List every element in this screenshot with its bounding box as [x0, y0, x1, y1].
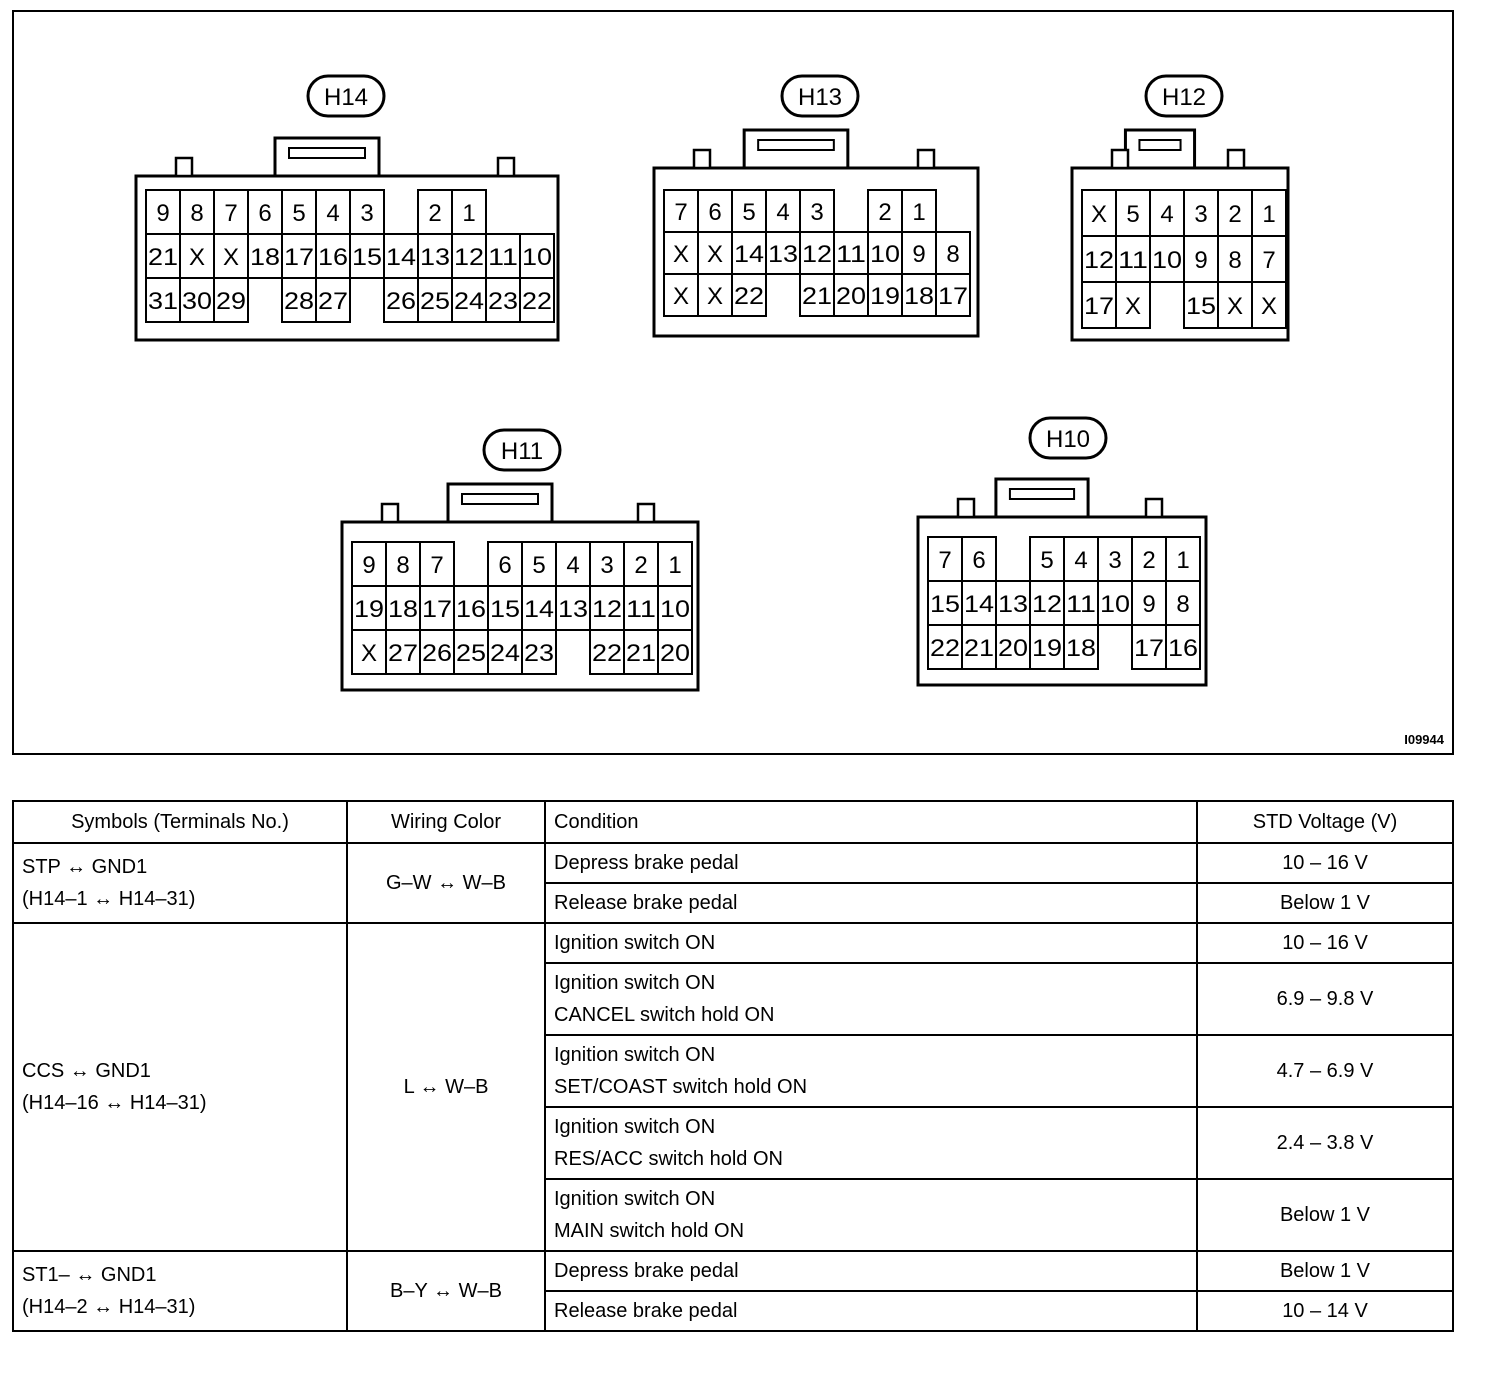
pin-number: 4 — [1074, 547, 1088, 574]
condition-cell — [545, 883, 1197, 923]
pin-number: 7 — [224, 200, 238, 227]
connector-h11 — [342, 430, 698, 690]
pin-number: 5 — [292, 200, 306, 227]
pin-number: X — [1090, 201, 1108, 228]
pin-number: 11 — [1118, 247, 1148, 274]
pin-number: 20 — [660, 640, 690, 667]
symbol-name: ST1– ↔ GND1 — [22, 1264, 157, 1286]
pin-number: 13 — [998, 591, 1028, 618]
pin-number: 26 — [422, 640, 452, 667]
condition-line: RES/ACC switch hold ON — [554, 1148, 783, 1170]
pin-number: X — [672, 241, 690, 268]
pin-number: 7 — [674, 199, 688, 226]
condition-line: Ignition switch ON — [554, 1116, 716, 1138]
pin-number: 7 — [430, 552, 444, 579]
pin-number: 5 — [742, 199, 756, 226]
connector-h10 — [918, 418, 1206, 685]
connector-tab — [176, 158, 192, 176]
pin-number: 5 — [1040, 547, 1054, 574]
wiring-color-cell: B–Y ↔ W–B — [347, 1251, 545, 1331]
pin-number: 23 — [488, 288, 518, 315]
wiring-color-cell: L ↔ W–B — [347, 923, 545, 1251]
pin-number: 12 — [1032, 591, 1062, 618]
latch-slot — [1139, 140, 1180, 150]
connector-label: H11 — [500, 438, 544, 465]
pin-number: 14 — [524, 596, 554, 623]
symbol-cell — [13, 923, 347, 1251]
table-row — [13, 923, 1453, 963]
connector-h13 — [654, 76, 978, 336]
pin-number: 11 — [626, 596, 656, 623]
symbol-terminals: (H14–16 ↔ H14–31) — [22, 1092, 207, 1114]
symbol-terminals: (H14–2 ↔ H14–31) — [22, 1296, 196, 1318]
connector-tab — [1228, 150, 1244, 168]
pin-number: 8 — [190, 200, 204, 227]
pin-number: 16 — [456, 596, 486, 623]
pin-number: X — [222, 244, 240, 271]
connector-h12 — [1072, 76, 1288, 340]
pin-number: 4 — [566, 552, 580, 579]
header-condition: Condition — [545, 801, 1197, 843]
pin-number: 22 — [592, 640, 622, 667]
pin-number: 21 — [802, 283, 832, 310]
pin-number: 21 — [148, 244, 178, 271]
pin-number: X — [1124, 293, 1142, 320]
pin-number: 3 — [1108, 547, 1122, 574]
pin-number: 22 — [734, 283, 764, 310]
pin-number: X — [360, 640, 378, 667]
pin-number: 1 — [462, 200, 476, 227]
pin-number: 21 — [964, 635, 994, 662]
pin-number: 19 — [1032, 635, 1062, 662]
condition-line: Depress brake pedal — [554, 1260, 739, 1282]
voltage-cell: 10 – 16 V — [1197, 923, 1453, 963]
connector-diagram-svg — [14, 12, 1454, 755]
pin-number: 1 — [1176, 547, 1190, 574]
header-std-voltage: STD Voltage (V) — [1197, 801, 1453, 843]
header-wiring-color: Wiring Color — [347, 801, 545, 843]
pin-number: 6 — [972, 547, 986, 574]
pin-number: 5 — [532, 552, 546, 579]
pin-number: 30 — [182, 288, 212, 315]
pin-number: 19 — [354, 596, 384, 623]
pin-number: 18 — [250, 244, 280, 271]
connector-tab — [694, 150, 710, 168]
voltage-cell: 4.7 – 6.9 V — [1197, 1035, 1453, 1107]
symbol-terminals: (H14–1 ↔ H14–31) — [22, 888, 196, 910]
pin-number: X — [1226, 293, 1244, 320]
pin-number: 6 — [498, 552, 512, 579]
pin-number: 10 — [660, 596, 690, 623]
pin-number: 3 — [810, 199, 824, 226]
wiring-color-cell: G–W ↔ W–B — [347, 843, 545, 923]
pin-number: 9 — [362, 552, 376, 579]
pin-number: 8 — [1228, 247, 1242, 274]
pin-number: 17 — [284, 244, 314, 271]
pin-number: 11 — [1066, 591, 1096, 618]
pin-number: 20 — [836, 283, 866, 310]
pin-number: 17 — [938, 283, 968, 310]
symbol-cell — [13, 1251, 347, 1331]
voltage-cell: 10 – 14 V — [1197, 1291, 1453, 1331]
latch-slot — [758, 140, 834, 150]
pin-number: 28 — [284, 288, 314, 315]
pin-number: 9 — [1194, 247, 1208, 274]
condition-cell — [545, 1107, 1197, 1179]
latch-slot — [462, 494, 538, 504]
table-header-row — [13, 801, 1453, 843]
pin-number: 12 — [454, 244, 484, 271]
pin-number: 1 — [1262, 201, 1276, 228]
pin-number: 16 — [318, 244, 348, 271]
pin-number: 3 — [1194, 201, 1208, 228]
connector-label: H12 — [1161, 84, 1207, 111]
voltage-cell: 6.9 – 9.8 V — [1197, 963, 1453, 1035]
pin-number: 10 — [870, 241, 900, 268]
condition-line: MAIN switch hold ON — [554, 1220, 745, 1242]
condition-cell — [545, 843, 1197, 883]
pin-number: 19 — [870, 283, 900, 310]
pin-number: 2 — [1142, 547, 1156, 574]
pin-number: X — [188, 244, 206, 271]
connector-diagram — [12, 10, 1454, 755]
condition-cell — [545, 1035, 1197, 1107]
pin-number: 27 — [388, 640, 418, 667]
connector-tab — [382, 504, 398, 522]
pin-number: 11 — [488, 244, 518, 271]
pin-number: 24 — [490, 640, 520, 667]
pin-number: 13 — [768, 241, 798, 268]
pin-number: 10 — [522, 244, 552, 271]
connector-label: H13 — [797, 84, 843, 111]
connector-h14 — [136, 76, 558, 340]
pin-number: 16 — [1168, 635, 1198, 662]
voltage-cell: Below 1 V — [1197, 883, 1453, 923]
voltage-spec-table — [12, 800, 1454, 1332]
pin-number: 17 — [1084, 293, 1114, 320]
connector-tab — [918, 150, 934, 168]
pin-number: 3 — [360, 200, 374, 227]
pin-number: 9 — [1142, 591, 1156, 618]
pin-number: X — [1260, 293, 1278, 320]
pin-number: 22 — [522, 288, 552, 315]
pin-number: 22 — [930, 635, 960, 662]
condition-cell — [545, 1291, 1197, 1331]
condition-line: Release brake pedal — [554, 892, 738, 914]
pin-number: 1 — [668, 552, 682, 579]
pin-number: 15 — [930, 591, 960, 618]
pin-number: 13 — [558, 596, 588, 623]
pin-number: 25 — [420, 288, 450, 315]
pin-number: 9 — [912, 241, 926, 268]
connector-tab — [1146, 499, 1162, 517]
pin-number: 6 — [708, 199, 722, 226]
pin-number: 4 — [326, 200, 340, 227]
connector-tab — [498, 158, 514, 176]
pin-number: 12 — [592, 596, 622, 623]
condition-line: Ignition switch ON — [554, 972, 716, 994]
table-body — [13, 843, 1453, 1331]
pin-number: 5 — [1126, 201, 1140, 228]
connector-tab — [958, 499, 974, 517]
pin-number: 17 — [422, 596, 452, 623]
pin-number: 20 — [998, 635, 1028, 662]
pin-number: 8 — [396, 552, 410, 579]
pin-number: 3 — [600, 552, 614, 579]
voltage-cell: Below 1 V — [1197, 1251, 1453, 1291]
condition-cell — [545, 963, 1197, 1035]
pin-number: X — [672, 283, 690, 310]
condition-line: Release brake pedal — [554, 1300, 738, 1322]
pin-number: 15 — [1186, 293, 1216, 320]
pin-number: 18 — [388, 596, 418, 623]
pin-number: 15 — [490, 596, 520, 623]
pin-number: 8 — [1176, 591, 1190, 618]
connector-tab — [1112, 150, 1128, 168]
symbol-name: STP ↔ GND1 — [22, 856, 148, 878]
condition-line: Depress brake pedal — [554, 852, 739, 874]
latch-slot — [1010, 489, 1074, 499]
pin-number: 2 — [878, 199, 892, 226]
pin-number: 18 — [904, 283, 934, 310]
condition-cell — [545, 1179, 1197, 1251]
pin-number: 1 — [912, 199, 926, 226]
voltage-cell: Below 1 V — [1197, 1179, 1453, 1251]
header-symbols: Symbols (Terminals No.) — [13, 801, 347, 843]
symbol-name: CCS ↔ GND1 — [22, 1060, 151, 1082]
pin-number: 18 — [1066, 635, 1096, 662]
connector-tab — [638, 504, 654, 522]
pin-number: 12 — [802, 241, 832, 268]
pin-number: 17 — [1134, 635, 1164, 662]
pin-number: 12 — [1084, 247, 1114, 274]
voltage-cell: 2.4 – 3.8 V — [1197, 1107, 1453, 1179]
pin-number: 14 — [734, 241, 764, 268]
connector-label: H14 — [323, 84, 369, 111]
pin-number: 24 — [454, 288, 484, 315]
pin-number: 7 — [1262, 247, 1276, 274]
condition-line: Ignition switch ON — [554, 1188, 716, 1210]
pin-number: 4 — [776, 199, 790, 226]
pin-number: 21 — [626, 640, 656, 667]
figure-id: I09944 — [1404, 732, 1444, 747]
pin-number: 10 — [1152, 247, 1182, 274]
connector-label: H10 — [1045, 426, 1091, 453]
pin-number: 29 — [216, 288, 246, 315]
condition-cell — [545, 923, 1197, 963]
pin-number: 23 — [524, 640, 554, 667]
pin-number: 4 — [1160, 201, 1174, 228]
condition-line: Ignition switch ON — [554, 1044, 716, 1066]
pin-number: 25 — [456, 640, 486, 667]
table-row — [13, 1251, 1453, 1291]
latch-slot — [289, 148, 365, 158]
symbol-cell — [13, 843, 347, 923]
pin-number: 9 — [156, 200, 170, 227]
condition-line: SET/COAST switch hold ON — [554, 1076, 808, 1098]
condition-cell — [545, 1251, 1197, 1291]
pin-number: 10 — [1100, 591, 1130, 618]
pin-number: X — [706, 241, 724, 268]
pin-number: 7 — [938, 547, 952, 574]
pin-number: 15 — [352, 244, 382, 271]
pin-number: 2 — [428, 200, 442, 227]
pin-number: 26 — [386, 288, 416, 315]
pin-number: 8 — [946, 241, 960, 268]
pin-number: 14 — [964, 591, 994, 618]
pin-number: 31 — [148, 288, 178, 315]
pin-number: 11 — [836, 241, 866, 268]
pin-number: 6 — [258, 200, 272, 227]
table-row — [13, 843, 1453, 883]
condition-line: CANCEL switch hold ON — [554, 1004, 775, 1026]
pin-number: X — [706, 283, 724, 310]
voltage-cell: 10 – 16 V — [1197, 843, 1453, 883]
pin-number: 27 — [318, 288, 348, 315]
pin-number: 2 — [1228, 201, 1242, 228]
pin-number: 14 — [386, 244, 416, 271]
pin-number: 13 — [420, 244, 450, 271]
condition-line: Ignition switch ON — [554, 932, 716, 954]
pin-number: 2 — [634, 552, 648, 579]
